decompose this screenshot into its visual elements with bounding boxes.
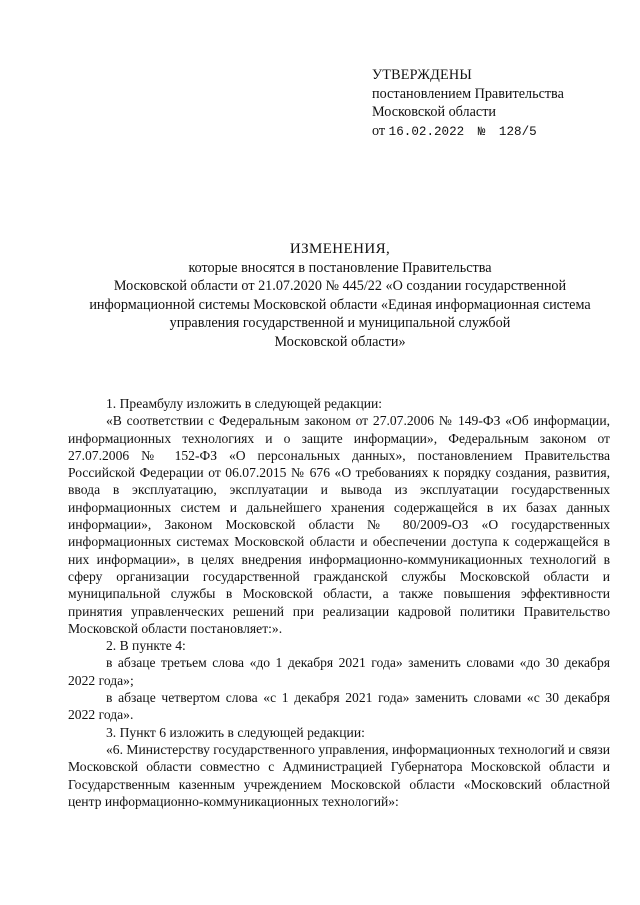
title-line-3: информационной системы Московской области «Единая информационная система: [89, 296, 591, 313]
title-line-1: которые вносятся в постановление Правительства: [188, 259, 492, 276]
title-line-5: Московской области»: [274, 333, 406, 350]
paragraph-item-2-abzac-3: в абзаце третьем слова «до 1 декабря 2021 года» заменить словами «до 30 декабря 2022 года»;: [68, 655, 610, 688]
document-title: ИЗМЕНЕНИЯ,: [289, 241, 391, 257]
paragraph-item-1: 1. Преамбулу изложить в следующей редакции:: [106, 396, 383, 411]
approval-number: 128/5: [498, 124, 537, 139]
approval-line-1: постановлением Правительства: [372, 85, 564, 102]
approval-heading: УТВЕРЖДЕНЫ: [372, 67, 472, 83]
approval-date: 16.02.2022: [388, 124, 465, 139]
paragraph-item-6-text: «6. Министерству государственного управления, информационных технологий и связи Московской области совместно с Администрацией Губернатора Московской области и Государственным казенным учреждением Московской области «Московский областной центр информационно-коммуникационных технологий»:: [68, 741, 610, 809]
document-title-block: [60, 240, 620, 351]
title-line-4: управления государственной и муниципальной службой: [169, 315, 511, 331]
paragraph-item-2-abzac-4: в абзаце четвертом слова «с 1 декабря 2021 года» заменить словами «с 30 декабря 2022 года».: [68, 690, 610, 723]
approval-line-2: Московской области: [372, 104, 497, 120]
title-line-2: Московской области от 21.07.2020 № 445/22 «О создании государственной: [113, 278, 567, 294]
paragraph-preamble-text: «В соответствии с Федеральным законом от 27.07.2006 № 149-ФЗ «Об информации, информационных технологиях и о защите информации», Федеральным законом от 27.07.2006 № 152-ФЗ «О персональных данных», постановлением Правительства Российской Федерации от 06.07.2015 № 676 «О требованиях к порядку создания, развития, ввода в эксплуатацию, эксплуатации и вывода из эксплуатации государственных информационных систем и дальнейшего хранения содержащейся в их базах данных информации», Законом Московской области № 80/2009-ОЗ «О государственных информационных системах Московской области и обеспечении доступа к содержащейся в них информации», в целях внедрения информационно-коммуникационных технологий в сферу организации государственной гражданской службы Московской области и муниципальной службы в Московской области, а также повышения эффективности принятия управленческих решений при реализации кадровой политики Правительство Московской области постановляет:».: [68, 413, 610, 636]
approval-date-line: [372, 122, 564, 142]
paragraph-item-3: 3. Пункт 6 изложить в следующей редакции:: [106, 724, 365, 740]
approval-number-sign: №: [477, 124, 486, 139]
approval-date-prefix: от: [372, 122, 386, 139]
paragraph-item-2: 2. В пункте 4:: [106, 638, 186, 654]
approval-stamp: [372, 66, 564, 141]
document-body: [68, 395, 610, 810]
